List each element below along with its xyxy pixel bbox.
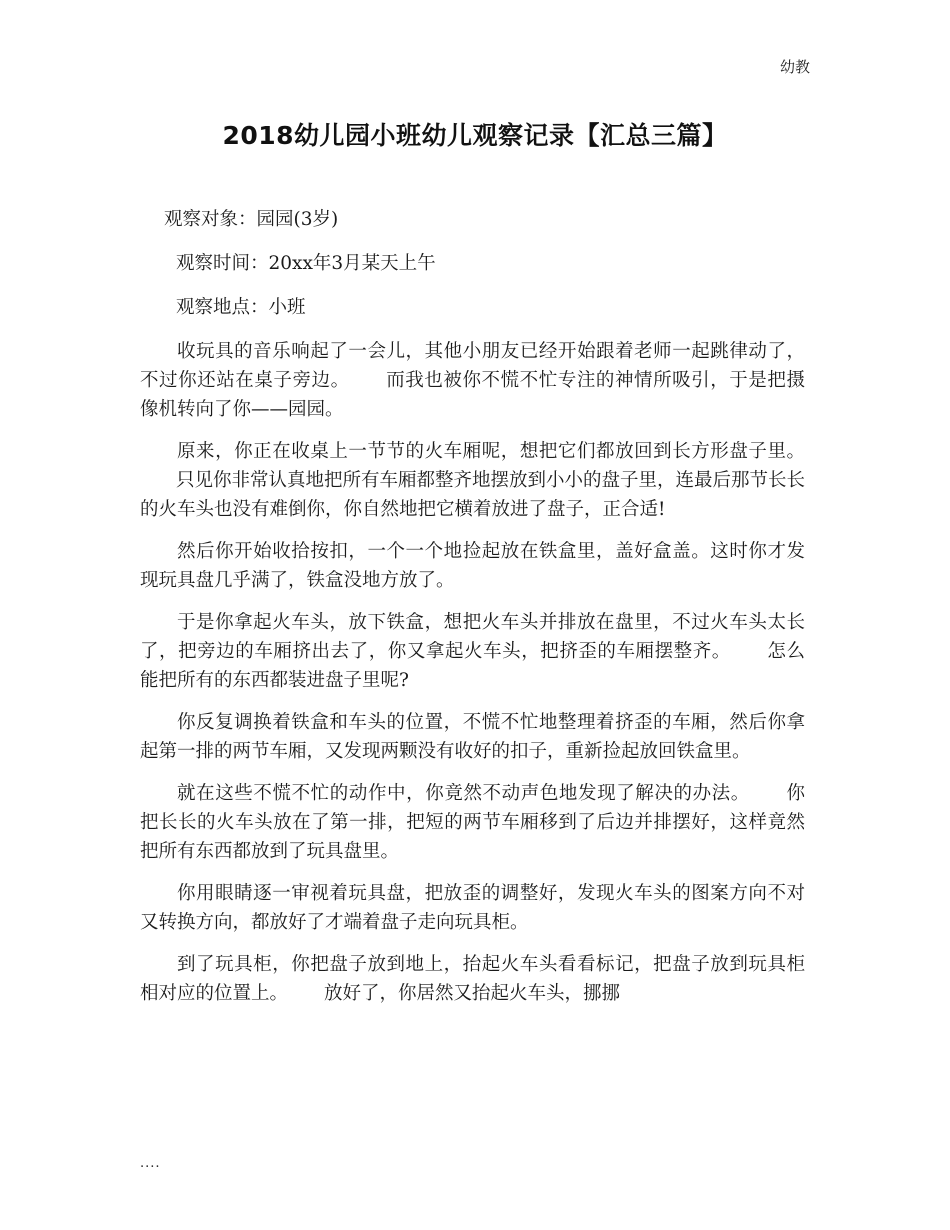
paragraph bbox=[140, 779, 805, 866]
meta-time: 观察时间：20xx年3月某天上午 bbox=[176, 253, 436, 274]
header-tag: 幼教 bbox=[779, 58, 810, 76]
sentence: 而我也被你不慌不忙专注的神情所吸引，于是把摄像机转向了你——园园。 bbox=[140, 370, 805, 420]
paragraph bbox=[140, 950, 805, 1008]
sentence: 只见你非常认真地把所有车厢都整齐地摆放到小小的盘子里，连最后那节长长的火车头也没有难倒你，你自然地把它横着放进了盘子，正合适! bbox=[140, 470, 806, 520]
paragraph bbox=[140, 879, 805, 937]
paragraph bbox=[140, 537, 805, 595]
paragraph bbox=[140, 608, 805, 695]
sentence: 你反复调换着铁盒和车头的位置，不慌不忙地整理着挤歪的车厢，然后你拿起第一排的两节车厢，又发现两颗没有收好的扣子，重新捡起放回铁盒里。 bbox=[140, 712, 805, 762]
paragraph bbox=[140, 337, 805, 424]
meta-subject: 观察对象：园园(3岁) bbox=[164, 209, 339, 230]
sentence: 你把长长的火车头放在了第一排，把短的两节车厢移到了后边并排摆好，这样竟然把所有东西都放到了玩具盘里。 bbox=[140, 783, 805, 862]
sentence: 收玩具的音乐响起了一会儿，其他小朋友已经开始跟着老师一起跳律动了，不过你还站在桌子旁边。 bbox=[140, 341, 805, 391]
sentence: 到了玩具柜，你把盘子放到地上，抬起火车头看看标记，把盘子放到玩具柜相对应的位置上。 bbox=[140, 954, 805, 1004]
sentence: 你用眼睛逐一审视着玩具盘，把放歪的调整好，发现火车头的图案方向不对又转换方向，都放好了才端着盘子走向玩具柜。 bbox=[140, 883, 805, 933]
paragraph bbox=[140, 708, 805, 766]
meta-place: 观察地点：小班 bbox=[176, 297, 306, 318]
page-continuation-dots: .... bbox=[140, 1156, 161, 1171]
document-title: 2018幼儿园小班幼儿观察记录【汇总三篇】 bbox=[222, 121, 728, 150]
sentence: 原来，你正在收桌上一节节的火车厢呢，想把它们都放回到长方形盘子里。 bbox=[177, 441, 805, 462]
sentence: 怎么能把所有的东西都装进盘子里呢? bbox=[140, 641, 805, 691]
document-body bbox=[140, 205, 805, 1021]
sentence: 就在这些不慌不忙的动作中，你竟然不动声色地发现了解决的办法。 bbox=[177, 783, 750, 804]
paragraph bbox=[140, 437, 805, 524]
sentence: 然后你开始收拾按扣，一个一个地捡起放在铁盒里，盖好盒盖。这时你才发现玩具盘几乎满了，铁盒没地方放了。 bbox=[140, 541, 805, 591]
sentence: 放好了，你居然又抬起火车头，挪挪 bbox=[324, 983, 621, 1004]
sentence: 于是你拿起火车头，放下铁盒，想把火车头并排放在盘里，不过火车头太长了，把旁边的车厢挤出去了，你又拿起火车头，把挤歪的车厢摆整齐。 bbox=[140, 612, 805, 662]
